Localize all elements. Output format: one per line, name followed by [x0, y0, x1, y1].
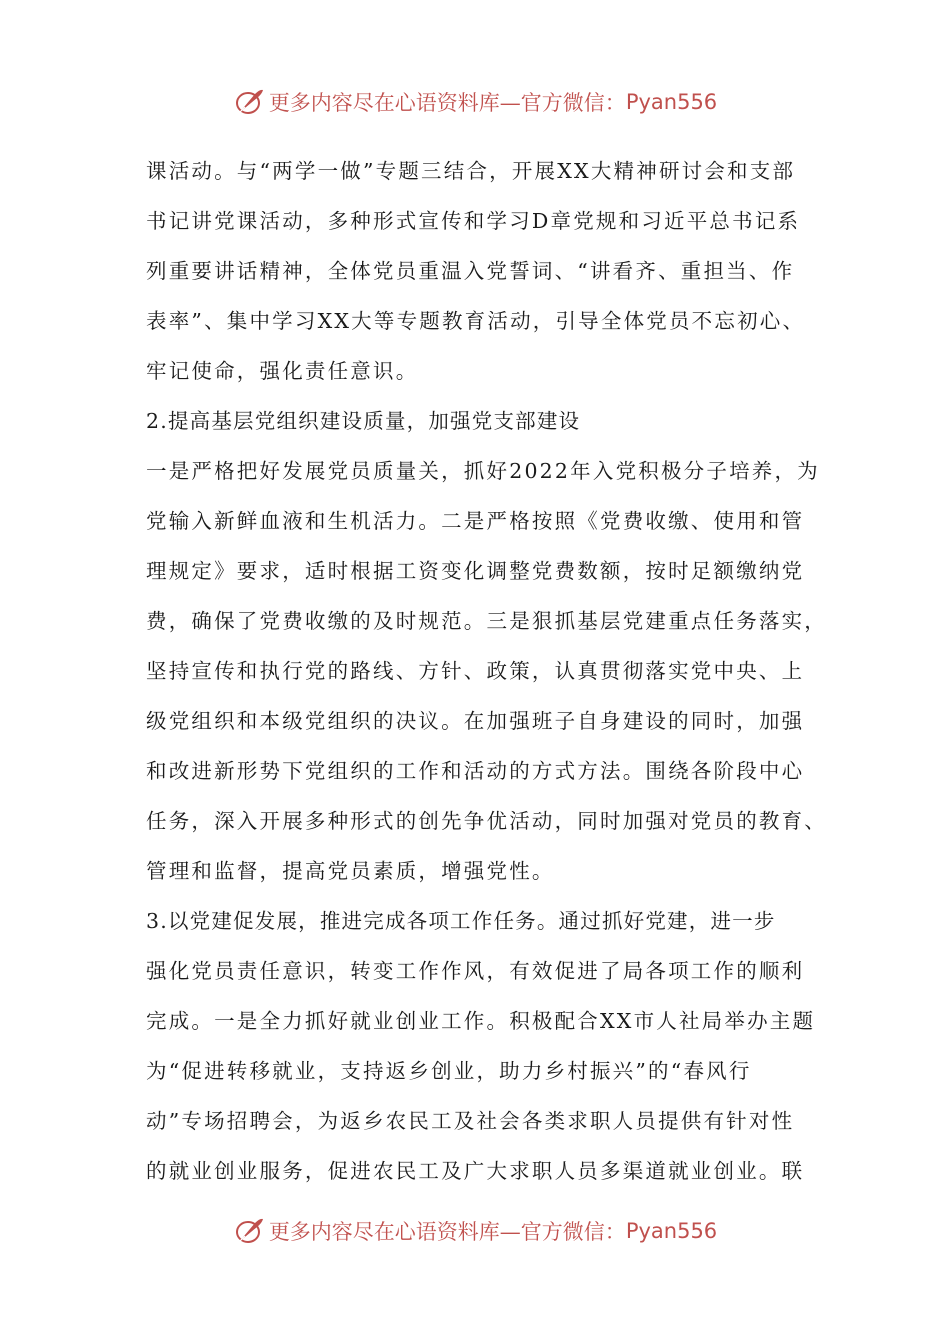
section-heading: 3.以党建促发展，推进完成各项工作任务。通过抓好党建，进一步: [146, 909, 776, 933]
banner-wechat-id: Pyan556: [625, 1219, 718, 1243]
body-line: 牢记使命，强化责任意识。: [146, 359, 419, 383]
body-line: 强化党员责任意识，转变工作作风，有效促进了局各项工作的顺利: [146, 959, 805, 983]
section-heading: 2.提高基层党组织建设质量，加强党支部建设: [146, 409, 581, 433]
banner-text: 更多内容尽在心语资料库—官方微信：: [268, 91, 626, 115]
banner-text: 更多内容尽在心语资料库—官方微信：: [268, 1220, 626, 1244]
body-line: 课活动。与“两学一做”专题三结合，开展XX大精神研讨会和支部: [146, 159, 796, 183]
body-line: 书记讲党课活动，多种形式宣传和学习D章党规和习近平总书记系: [146, 209, 801, 233]
footer-watermark-banner: [0, 1211, 950, 1251]
body-line: 任务，深入开展多种形式的创先争优活动，同时加强对党员的教育、: [146, 809, 827, 833]
body-line: 和改进新形势下党组织的工作和活动的方式方法。围绕各阶段中心: [146, 759, 805, 783]
body-line: 的就业创业服务，促进农民工及广大求职人员多渠道就业创业。联: [146, 1159, 805, 1183]
body-line: 表率”、集中学习XX大等专题教育活动，引导全体党员不忘初心、: [146, 309, 806, 333]
body-line: 理规定》要求，适时根据工资变化调整党费数额，按时足额缴纳党: [146, 559, 805, 583]
body-line: 动”专场招聘会，为返乡农民工及社会各类求职人员提供有针对性: [146, 1109, 795, 1133]
body-line: 党输入新鲜血液和生机活力。二是严格按照《党费收缴、使用和管: [146, 509, 805, 533]
body-line: 完成。一是全力抓好就业创业工作。积极配合XX市人社局举办主题: [146, 1009, 816, 1033]
body-line: 坚持宣传和执行党的路线、方针、政策，认真贯彻落实党中央、上: [146, 659, 805, 683]
quill-pen-logo-icon: [233, 1215, 265, 1247]
body-line: 费，确保了党费收缴的及时规范。三是狠抓基层党建重点任务落实，: [146, 609, 827, 633]
quill-pen-logo-icon: [233, 86, 265, 118]
document-body: [146, 146, 827, 1196]
body-line: 为“促进转移就业，支持返乡创业，助力乡村振兴”的“春风行: [146, 1059, 752, 1083]
body-line: 级党组织和本级党组织的决议。在加强班子自身建设的同时，加强: [146, 709, 805, 733]
header-watermark-banner: [0, 82, 950, 122]
banner-wechat-id: Pyan556: [625, 90, 718, 114]
body-line: 一是严格把好发展党员质量关，抓好2022年入党积极分子培养，为: [146, 459, 820, 483]
body-line: 管理和监督，提高党员素质，增强党性。: [146, 859, 555, 883]
body-line: 列重要讲话精神，全体党员重温入党誓词、“讲看齐、重担当、作: [146, 259, 795, 283]
